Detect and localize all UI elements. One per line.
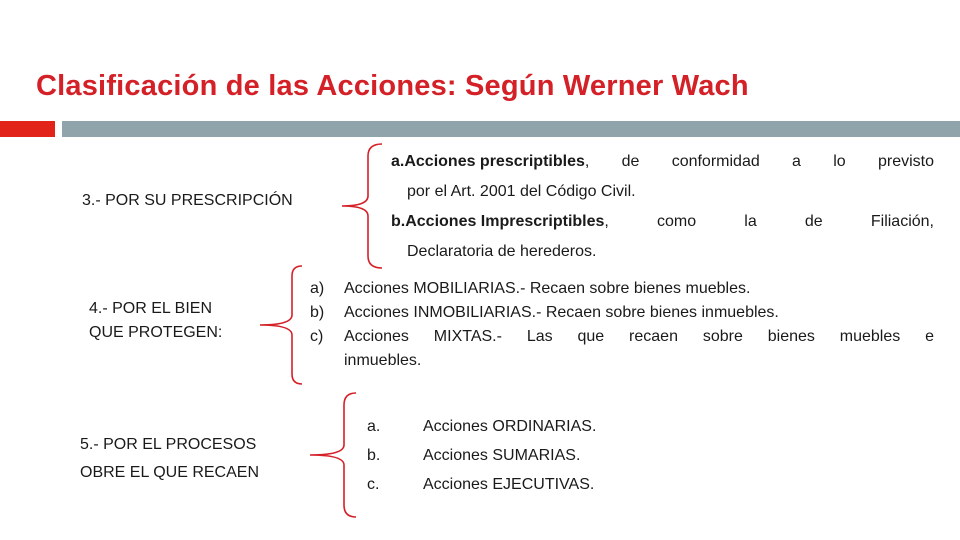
section-5-list [367, 412, 767, 499]
item-text: Acciones MIXTAS.- Las que recaen sobre bienes muebles e [344, 328, 934, 345]
item-marker: b) [310, 304, 325, 321]
list-item [367, 470, 767, 499]
item-text: Acciones EJECUTIVAS. [423, 476, 595, 493]
list-item [310, 325, 934, 349]
item-marker: c. [367, 476, 380, 493]
list-item [367, 412, 767, 441]
item-text: , como la de Filiación, [604, 213, 934, 230]
item-marker: b. [391, 213, 406, 230]
list-item [367, 441, 767, 470]
item-text: Acciones SUMARIAS. [423, 447, 581, 464]
section-5-brace [306, 389, 362, 521]
section-4-list [310, 277, 934, 373]
slide-title: Clasificación de las Acciones: Según Werner Wach [36, 70, 749, 102]
list-item-line [391, 207, 934, 237]
list-item-continued [310, 349, 934, 373]
item-text: Acciones ORDINARIAS. [423, 418, 597, 435]
item-text: Acciones INMOBILIARIAS.- Recaen sobre bienes inmuebles. [344, 304, 779, 321]
title-accent-bar [0, 121, 55, 137]
item-marker: a. [391, 153, 405, 170]
section-3-brace [338, 140, 388, 272]
section-4-label-line2: QUE PROTEGEN: [89, 324, 223, 341]
section-3-label: 3.- POR SU PRESCRIPCIÓN [82, 192, 293, 209]
item-text-continued: Declaratoria de herederos. [407, 243, 597, 260]
section-5-label-line2: OBRE EL QUE RECAEN [80, 464, 260, 481]
section-4-brace [256, 262, 306, 388]
list-item [310, 277, 934, 301]
item-text-continued: inmuebles. [344, 352, 422, 369]
item-marker: a) [310, 280, 325, 297]
list-item-line [391, 147, 934, 177]
item-text: Acciones MOBILIARIAS.- Recaen sobre bienes muebles. [344, 280, 751, 297]
item-text-continued: por el Art. 2001 del Código Civil. [407, 183, 636, 200]
title-divider-bar [62, 121, 960, 137]
item-bold-text: Acciones prescriptibles [404, 153, 585, 170]
item-marker: a. [367, 418, 381, 435]
item-bold-text: Acciones Imprescriptibles [405, 213, 605, 230]
item-marker: c) [310, 328, 324, 345]
item-text: , de conformidad a lo previsto [584, 153, 934, 170]
section-3-list [391, 147, 934, 267]
item-marker: b. [367, 447, 381, 464]
section-5-label-line1: 5.- POR EL PROCESOS [80, 436, 257, 453]
list-item [310, 301, 934, 325]
section-4-label-line1: 4.- POR EL BIEN [89, 300, 212, 317]
